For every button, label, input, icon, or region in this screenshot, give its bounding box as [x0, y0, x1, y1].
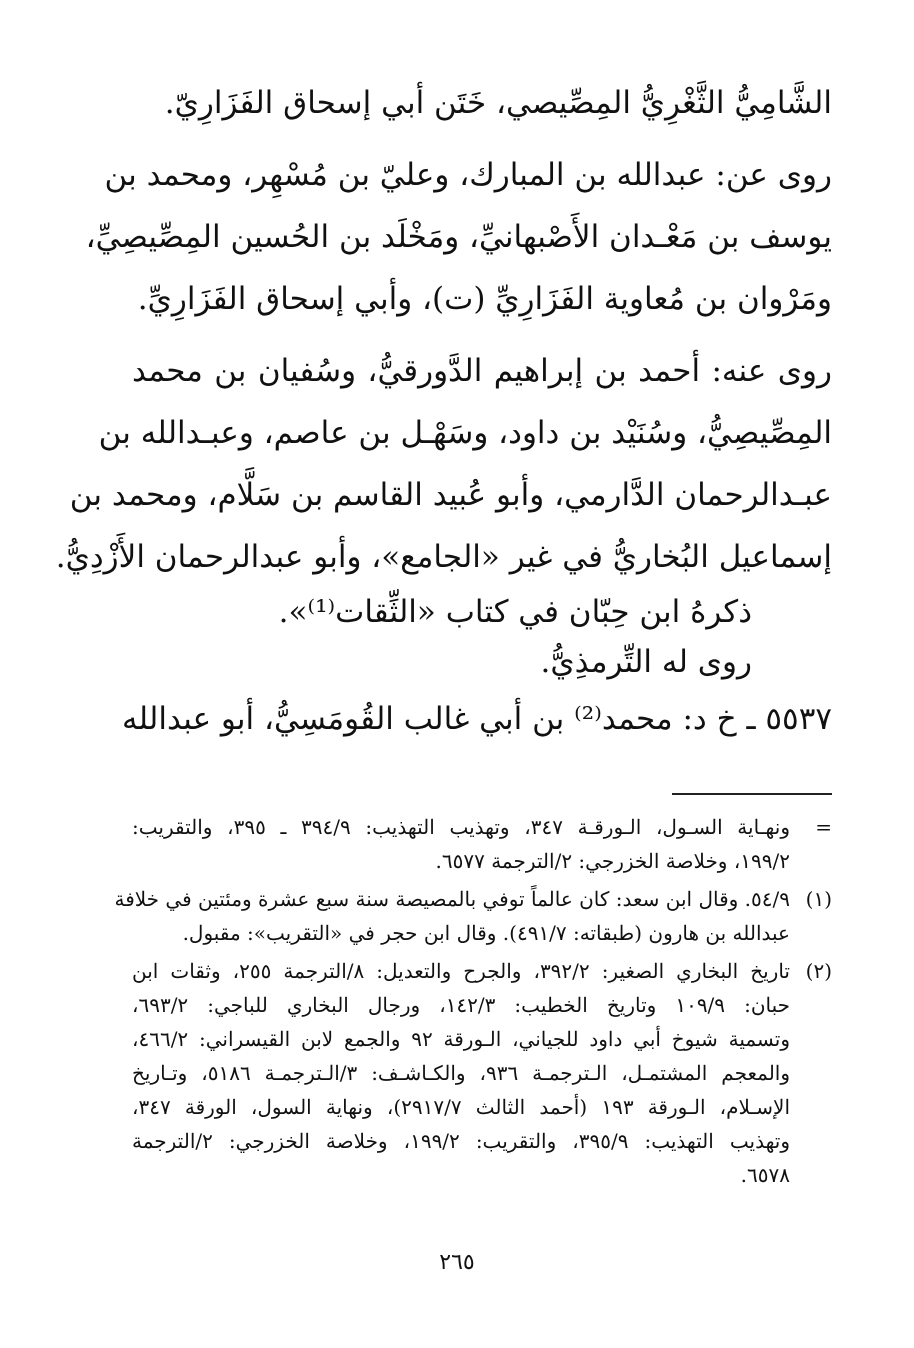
footnote-line: وتسمية شيوخ أبي داود للجياني، الـورقة ٩٢ والجمع لابن القيسراني: ٤٦٦/٢،	[132, 1027, 790, 1051]
paragraph-line: ذكرهُ ابن حِبّان في كتاب «الثِّقات⁽¹⁾».	[278, 594, 752, 630]
footnote-mark: (١)	[805, 887, 832, 911]
entry-heading: ٥٥٣٧ ـ خ د: محمد⁽²⁾ بن أبي غالب القُومَسِيُّ، أبو عبدالله	[122, 701, 832, 737]
paragraph-line: إسماعيل البُخاريُّ في غير «الجامع»، وأبو عبدالرحمان الأَزْدِيُّ.	[55, 539, 832, 575]
footnote-line: حبان: ١٠٩/٩ وتاريخ الخطيب: ١٤٢/٣، ورجال البخاري للباجي: ٦٩٣/٢،	[132, 993, 790, 1017]
footnote-line: وتهذيب التهذيب: ٣٩٥/٩، والتقريب: ١٩٩/٢، وخلاصة الخزرجي: ٢/الترجمة	[132, 1129, 791, 1153]
paragraph-line: روى عنه: أحمد بن إبراهيم الدَّورقيُّ، وسُفيان بن محمد	[132, 353, 832, 389]
footnote-line: ونهـاية السـول، الـورقـة ٣٤٧، وتهذيب التهذيب: ٣٩٤/٩ ـ ٣٩٥، والتقريب:	[132, 815, 790, 839]
footnote-mark: (٢)	[805, 959, 832, 983]
paragraph-line: روى له التِّرمذِيُّ.	[540, 644, 752, 680]
footnote-continuation	[132, 810, 832, 878]
footnotes	[114, 810, 832, 1192]
footnote-line: ٥٤/٩. وقال ابن سعد: كان عالماً توفي بالمصيصة سنة سبع عشرة ومئتين في خلافة	[114, 887, 790, 911]
footnote-line: ٦٥٧٨.	[740, 1163, 790, 1187]
footnote-line: عبدالله بن هارون (طبقاته: ٤٩١/٧). وقال ابن حجر في «التقريب»: مقبول.	[182, 921, 790, 945]
paragraph-line: ومَرْوان بن مُعاوية الفَزَارِيِّ (ت)، وأبي إسحاق الفَزَارِيِّ.	[137, 281, 832, 317]
footnote-line: والمعجم المشتمـل، الـترجمـة ٩٣٦، والكـاشـف: ٣/الـترجمـة ٥١٨٦، وتـاريخ	[132, 1061, 791, 1085]
paragraph-line: روى عن: عبدالله بن المبارك، وعليّ بن مُسْهِر، ومحمد بن	[104, 157, 832, 193]
paragraph-line: الشَّامِيُّ الثَّغْرِيُّ المِصِّيصي، خَتَن أبي إسحاق الفَزَارِيّ.	[164, 85, 832, 121]
footnote-line: تاريخ البخاري الصغير: ٣٩٢/٢، والجرح والتعديل: ٨/الترجمة ٢٥٥، وثقات ابن	[132, 959, 791, 983]
footnote-line: ١٩٩/٢، وخلاصة الخزرجي: ٢/الترجمة ٦٥٧٧.	[435, 849, 790, 873]
page-number: ٢٦٥	[439, 1250, 475, 1275]
main-text	[55, 72, 832, 688]
paragraph-line: يوسف بن مَعْـدان الأَصْبهانيِّ، ومَخْلَد بن الحُسين المِصِّيصِيِّ،	[85, 219, 832, 255]
paragraph-line: المِصِّيصِيُّ، وسُنَيْد بن داود، وسَهْـل بن عاصم، وعبـدالله بن	[98, 415, 832, 451]
paragraph-line: عبـدالرحمان الدَّارمي، وأبو عُبيد القاسم بن سَلَّام، ومحمد بن	[69, 477, 832, 513]
footnote-line: الإسـلام، الـورقة ١٩٣ (أحمد الثالث ٢٩١٧/٧)، ونهاية السول، الورقة ٣٤٧،	[132, 1095, 790, 1119]
footnote-divider	[672, 793, 832, 795]
footnote-mark: =	[815, 815, 832, 839]
footnote-2	[132, 954, 832, 1192]
footnote-1	[114, 882, 832, 950]
